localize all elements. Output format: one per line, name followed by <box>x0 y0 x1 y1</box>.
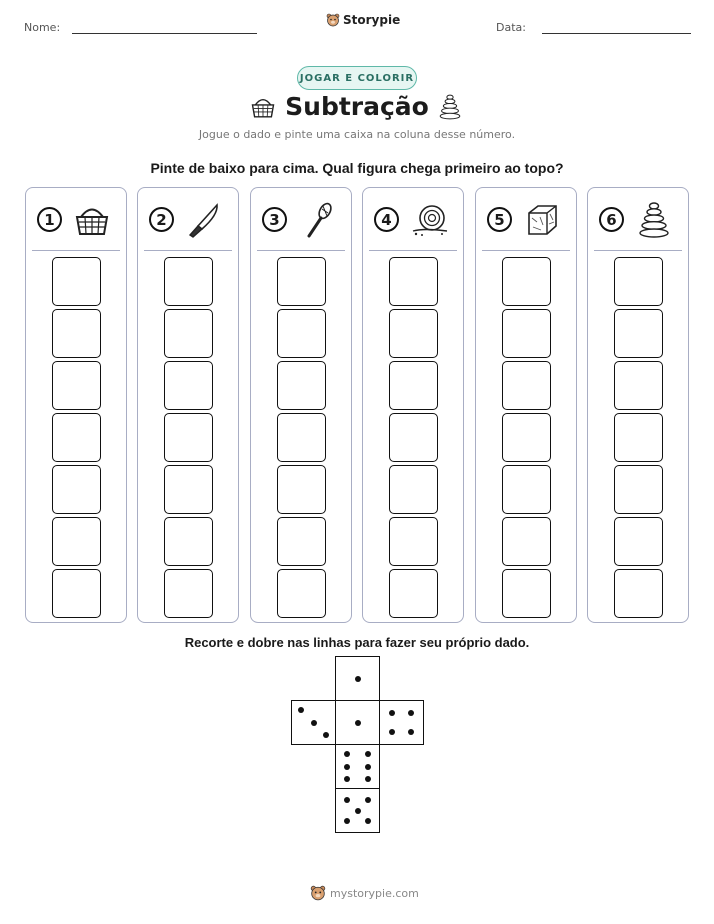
die-pip <box>365 776 371 782</box>
column-number: 4 <box>374 207 399 232</box>
snail-shell-icon <box>409 200 449 240</box>
color-box[interactable] <box>277 569 326 618</box>
die-face-1 <box>335 700 380 745</box>
die-pip <box>365 764 371 770</box>
column-header <box>476 188 576 250</box>
subtitle: Jogue o dado e pinte uma caixa na coluna desse número. <box>198 128 516 141</box>
color-box[interactable] <box>277 361 326 410</box>
color-box[interactable] <box>389 465 438 514</box>
color-box[interactable] <box>164 413 213 462</box>
die-pip <box>408 710 414 716</box>
brand-logo <box>326 13 400 27</box>
die-pip <box>408 729 414 735</box>
color-box[interactable] <box>389 569 438 618</box>
color-box[interactable] <box>277 465 326 514</box>
die-pip <box>344 776 350 782</box>
color-box[interactable] <box>502 465 551 514</box>
color-box[interactable] <box>277 413 326 462</box>
color-box[interactable] <box>614 569 663 618</box>
color-box[interactable] <box>502 257 551 306</box>
color-box[interactable] <box>52 413 101 462</box>
worksheet-header <box>0 0 714 50</box>
die-pip <box>355 808 361 814</box>
cut-instruction: Recorte e dobre nas linhas para fazer seu próprio dado. <box>184 635 530 650</box>
color-box[interactable] <box>614 361 663 410</box>
column-number: 5 <box>487 207 512 232</box>
column-number: 1 <box>37 207 62 232</box>
color-box[interactable] <box>502 517 551 566</box>
color-box[interactable] <box>277 257 326 306</box>
bear-mascot-icon <box>326 13 340 27</box>
color-box[interactable] <box>389 413 438 462</box>
color-box[interactable] <box>52 257 101 306</box>
color-box[interactable] <box>164 569 213 618</box>
column-divider <box>594 250 682 251</box>
title-row <box>0 92 714 124</box>
color-box[interactable] <box>614 257 663 306</box>
color-box[interactable] <box>52 361 101 410</box>
column-4 <box>362 187 464 623</box>
name-line <box>72 33 257 34</box>
basket-icon <box>72 200 112 240</box>
column-header <box>588 188 688 250</box>
die-pip <box>389 729 395 735</box>
color-box[interactable] <box>502 361 551 410</box>
cube-block-icon <box>522 200 562 240</box>
column-number: 3 <box>262 207 287 232</box>
color-box[interactable] <box>277 517 326 566</box>
die-pip <box>344 797 350 803</box>
die-pip <box>389 710 395 716</box>
color-box[interactable] <box>614 465 663 514</box>
column-divider <box>32 250 120 251</box>
die-face-3 <box>291 700 336 745</box>
bear-mascot-icon <box>310 885 326 901</box>
color-box[interactable] <box>614 413 663 462</box>
color-box[interactable] <box>614 309 663 358</box>
date-label: Data: <box>496 21 526 34</box>
die-pip <box>365 797 371 803</box>
color-box[interactable] <box>164 309 213 358</box>
column-divider <box>482 250 570 251</box>
instruction-text: Pinte de baixo para cima. Qual figura chega primeiro ao topo? <box>150 160 564 176</box>
color-box[interactable] <box>52 465 101 514</box>
column-3 <box>250 187 352 623</box>
whisk-icon <box>297 200 337 240</box>
color-box[interactable] <box>502 569 551 618</box>
color-box[interactable] <box>502 413 551 462</box>
color-box[interactable] <box>164 465 213 514</box>
die-face-6 <box>335 744 380 789</box>
color-box[interactable] <box>502 309 551 358</box>
page-title: Subtração <box>285 92 429 121</box>
color-box[interactable] <box>52 569 101 618</box>
column-header <box>251 188 351 250</box>
die-pip <box>344 818 350 824</box>
color-box[interactable] <box>277 309 326 358</box>
column-header <box>363 188 463 250</box>
column-divider <box>144 250 232 251</box>
color-box[interactable] <box>389 257 438 306</box>
column-5 <box>475 187 577 623</box>
stacked-stones-icon <box>436 91 464 123</box>
name-label: Nome: <box>24 21 61 34</box>
color-box[interactable] <box>389 361 438 410</box>
footer <box>310 885 419 901</box>
color-box[interactable] <box>614 517 663 566</box>
die-pip <box>355 676 361 682</box>
color-box[interactable] <box>389 517 438 566</box>
column-header <box>138 188 238 250</box>
column-number: 2 <box>149 207 174 232</box>
die-pip <box>298 707 304 713</box>
die-pip <box>344 751 350 757</box>
stacked-stones-icon <box>634 200 674 240</box>
die-pip <box>365 751 371 757</box>
brand-name: Storypie <box>343 13 401 27</box>
die-face-4 <box>379 700 424 745</box>
color-box[interactable] <box>164 517 213 566</box>
column-6 <box>587 187 689 623</box>
footer-url: mystorypie.com <box>330 886 419 900</box>
knife-icon <box>184 200 224 240</box>
activity-badge: JOGAR E COLORIR <box>297 66 417 90</box>
color-box[interactable] <box>389 309 438 358</box>
column-2 <box>137 187 239 623</box>
column-divider <box>369 250 457 251</box>
color-box[interactable] <box>52 517 101 566</box>
column-1 <box>25 187 127 623</box>
column-number: 6 <box>599 207 624 232</box>
die-pip <box>365 818 371 824</box>
die-pip <box>323 732 329 738</box>
die-pip <box>344 764 350 770</box>
die-pip <box>355 720 361 726</box>
color-box[interactable] <box>164 257 213 306</box>
die-face-1 <box>335 656 380 701</box>
die-pip <box>311 720 317 726</box>
column-divider <box>257 250 345 251</box>
column-header <box>26 188 126 250</box>
color-box[interactable] <box>52 309 101 358</box>
color-box[interactable] <box>164 361 213 410</box>
date-line <box>542 33 691 34</box>
die-face-5 <box>335 788 380 833</box>
